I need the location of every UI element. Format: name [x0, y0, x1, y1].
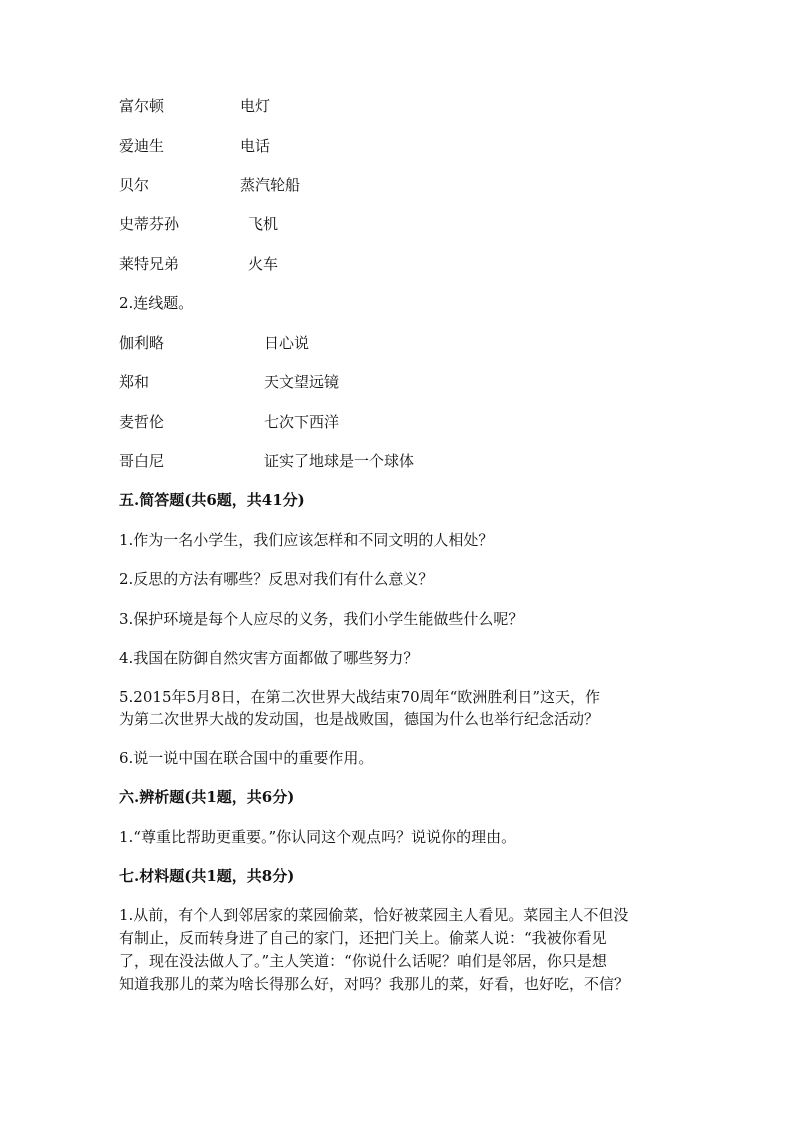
match1-left: 史蒂芬孙 — [119, 215, 180, 233]
match2-right: 日心说 — [264, 334, 310, 352]
match2-right: 证实了地球是一个球体 — [264, 452, 415, 470]
match2-left: 麦哲伦 — [119, 413, 165, 431]
match1-left: 爱迪生 — [119, 137, 165, 155]
material-line: 知道我那儿的菜为啥长得那么好，对吗？我那儿的菜，好看，也好吃，不信？ — [119, 975, 630, 993]
match2-right: 七次下西洋 — [264, 413, 340, 431]
material-line: 有制止，反而转身进了自己的家门，还把门关上。偷菜人说：“我被你看见 — [119, 929, 607, 947]
match2-left: 伽利略 — [119, 334, 165, 352]
match1-left: 贝尔 — [119, 176, 150, 194]
match2-right: 天文望远镜 — [264, 373, 340, 391]
match1-right: 电话 — [240, 137, 271, 155]
material-line: 了，现在没法做人了。”主人笑道：“你说什么话呢？咱们是邻居，你只是想 — [119, 952, 607, 970]
section-6-question: 1.“尊重比帮助更重要。”你认同这个观点吗？说说你的理由。 — [119, 828, 517, 846]
match1-right: 电灯 — [240, 97, 271, 115]
section-5-question: 5.2015年5月8日，在第二次世界大战结束70周年“欧洲胜利日”这天，作 — [119, 688, 600, 706]
match1-right: 蒸汽轮船 — [240, 176, 301, 194]
section-5-question: 2.反思的方法有哪些？反思对我们有什么意义？ — [119, 570, 434, 588]
material-line: 1.从前，有个人到邻居家的菜园偷菜，恰好被菜园主人看见。菜园主人不但没 — [119, 906, 629, 924]
match2-left: 郑和 — [119, 373, 150, 391]
section-5-question: 3.保护环境是每个人应尽的义务，我们小学生能做些什么呢？ — [119, 610, 524, 628]
match1-right: 火车 — [248, 255, 279, 273]
section-5-title: 五.简答题(共6题，共41分) — [119, 491, 305, 509]
question-2-title: 2.连线题。 — [119, 294, 194, 312]
section-7-material — [119, 904, 669, 996]
match1-left: 莱特兄弟 — [119, 255, 180, 273]
section-5-question: 4.我国在防御自然灾害方面都做了哪些努力？ — [119, 649, 419, 667]
section-5-question: 6.说一说中国在联合国中的重要作用。 — [119, 749, 374, 767]
section-5-question: 1.作为一名小学生，我们应该怎样和不同文明的人相处？ — [119, 531, 494, 549]
match2-left: 哥白尼 — [119, 452, 165, 470]
section-7-title: 七.材料题(共1题，共8分) — [119, 867, 295, 885]
section-6-title: 六.辨析题(共1题，共6分) — [119, 788, 295, 806]
match1-right: 飞机 — [248, 215, 279, 233]
match1-left: 富尔顿 — [119, 97, 165, 115]
section-5-question: 为第二次世界大战的发动国，也是战败国，德国为什么也举行纪念活动？ — [119, 710, 600, 728]
